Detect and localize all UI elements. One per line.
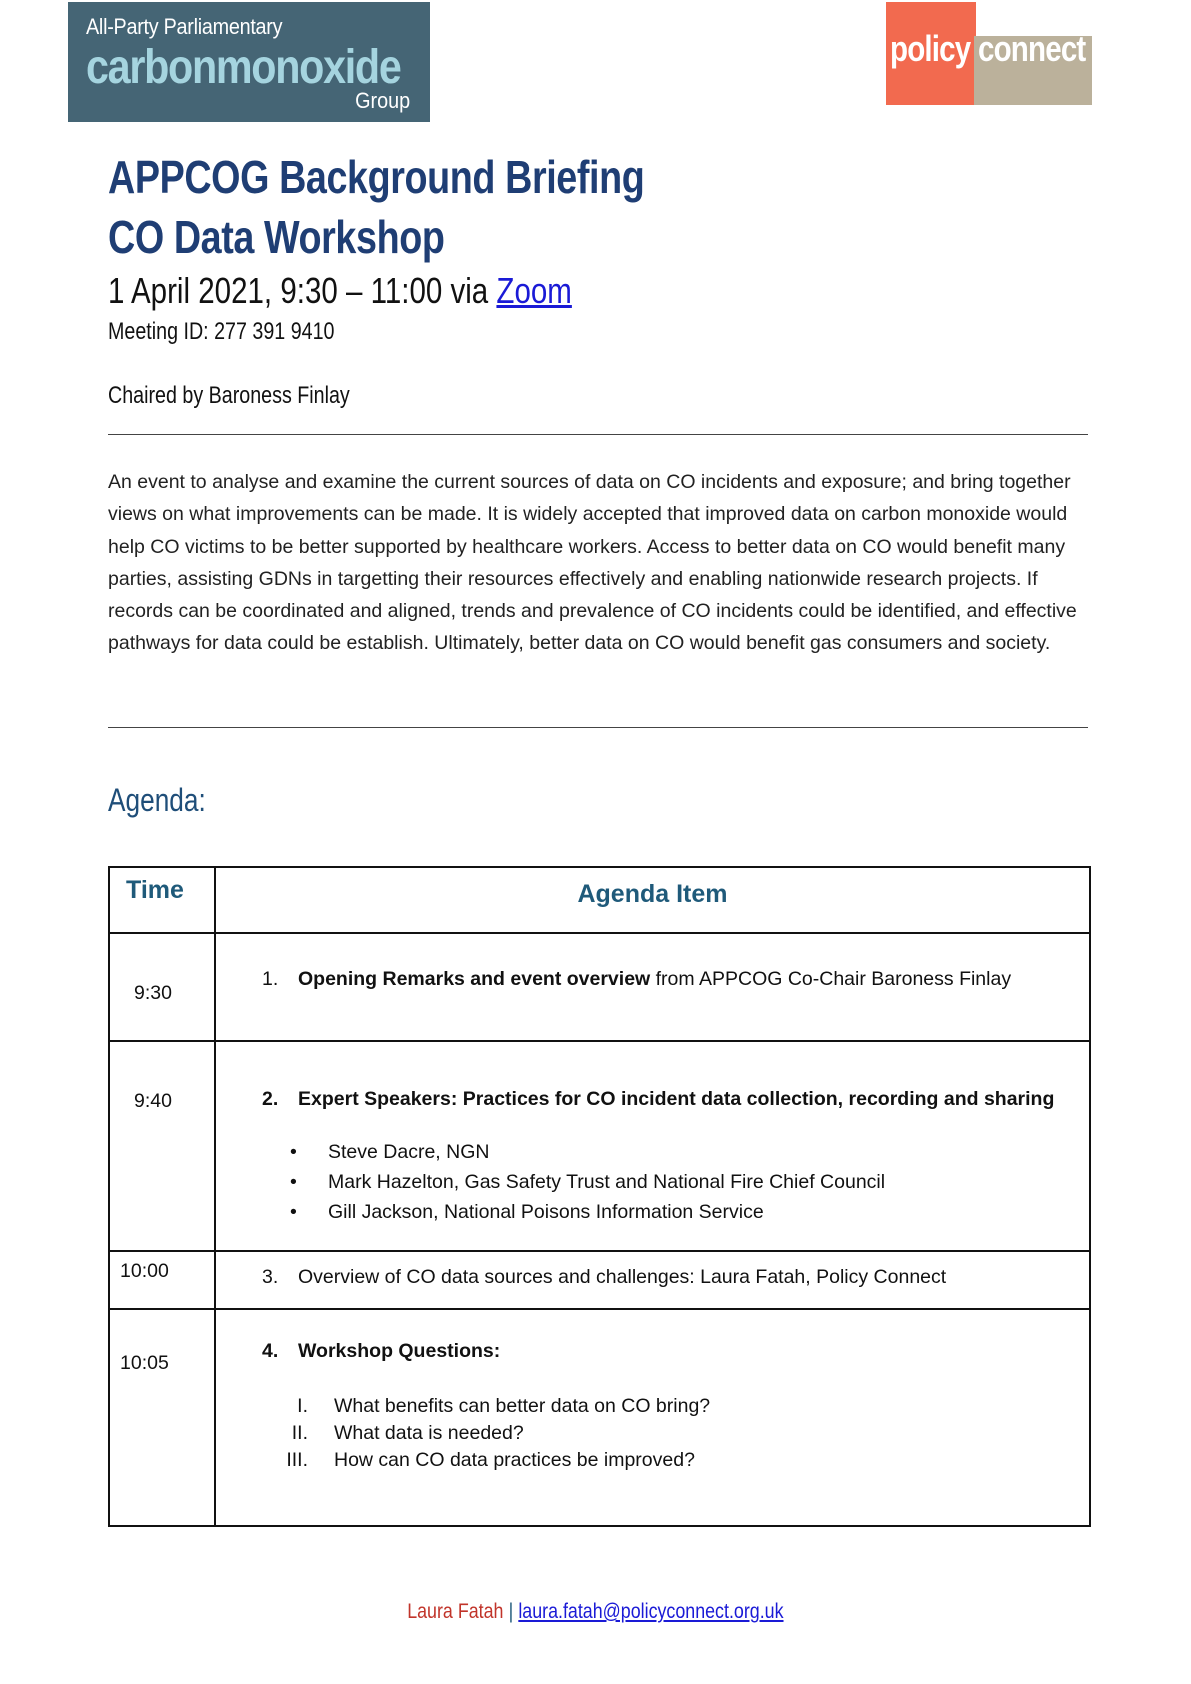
table-row	[109, 1041, 1090, 1251]
chaired-by: Chaired by Baroness Finlay	[108, 382, 350, 409]
meeting-id: Meeting ID: 277 391 9410	[108, 318, 335, 345]
list-item: • Gill Jackson, National Poisons Information Service	[262, 1197, 1089, 1227]
speaker-list	[262, 1137, 1089, 1227]
time-value: 9:40	[134, 1090, 172, 1112]
time-value: 10:05	[120, 1352, 169, 1374]
list-item: I. What benefits can better data on CO bring?	[297, 1395, 711, 1417]
footer-separator: |	[508, 1600, 514, 1623]
list-item: • Mark Hazelton, Gas Safety Trust and National Fire Chief Council	[262, 1167, 1089, 1197]
column-header-agenda-item: Agenda Item	[215, 867, 1090, 933]
appcog-logo	[68, 2, 430, 122]
policy-connect-logo	[886, 2, 1092, 105]
logo-line-3: Group	[354, 88, 410, 113]
footer-name: Laura Fatah	[407, 1600, 504, 1623]
table-header-row	[109, 867, 1090, 933]
table-row	[109, 1309, 1090, 1526]
divider	[108, 727, 1088, 728]
agenda-table	[108, 866, 1091, 1527]
footer	[0, 1600, 1191, 1624]
logo-connect: connect	[978, 28, 1086, 69]
title-line-1: APPCOG Background Briefing	[108, 151, 645, 203]
title-line-2: CO Data Workshop	[108, 211, 445, 263]
list-item: • Steve Dacre, NGN	[262, 1137, 1089, 1167]
agenda-heading: Agenda:	[108, 782, 206, 818]
zoom-link[interactable]: Zoom	[496, 270, 572, 311]
question-list	[262, 1393, 1089, 1474]
agenda-item-text: 3. Overview of CO data sources and challenges: Laura Fatah, Policy Connect	[262, 1266, 947, 1288]
logo-policy: policy	[890, 28, 971, 69]
agenda-item-text: 2. Expert Speakers: Practices for CO incident data collection, recording and sharing	[262, 1088, 1055, 1110]
agenda-item-text: 4. Workshop Questions:	[262, 1340, 501, 1362]
event-datetime: 1 April 2021, 9:30 – 11:00 via Zoom	[108, 270, 572, 311]
column-header-time: Time	[109, 867, 215, 933]
time-value: 10:00	[120, 1260, 169, 1282]
list-item: III. How can CO data practices be improved?	[286, 1449, 695, 1471]
time-value: 9:30	[134, 982, 172, 1004]
logo-line-1: All-Party Parliamentary	[86, 14, 283, 39]
agenda-item-text: 1. Opening Remarks and event overview from APPCOG Co-Chair Baroness Finlay	[262, 968, 1012, 990]
table-row	[109, 1251, 1090, 1309]
table-row	[109, 933, 1090, 1041]
logo-line-2: carbonmonoxide	[86, 41, 401, 94]
footer-email-link[interactable]: laura.fatah@policyconnect.org.uk	[518, 1600, 784, 1623]
list-item: II. What data is needed?	[291, 1422, 524, 1444]
intro-paragraph: An event to analyse and examine the current sources of data on CO incidents and exposure; and bring together views on what improvements can be made. It is widely accepted that improved data on carbon monoxide would help CO victims to be better supported by healthcare workers. Access to better data on CO would benefit many parties, assisting GDNs in targetting their resources effectively and enabling nationwide research projects. If records can be coordinated and aligned, trends and prevalence of CO incidents could be identified, and effective pathways for data could be establish. Ultimately, better data on CO would benefit gas consumers and society.	[108, 471, 1077, 655]
divider	[108, 434, 1088, 435]
